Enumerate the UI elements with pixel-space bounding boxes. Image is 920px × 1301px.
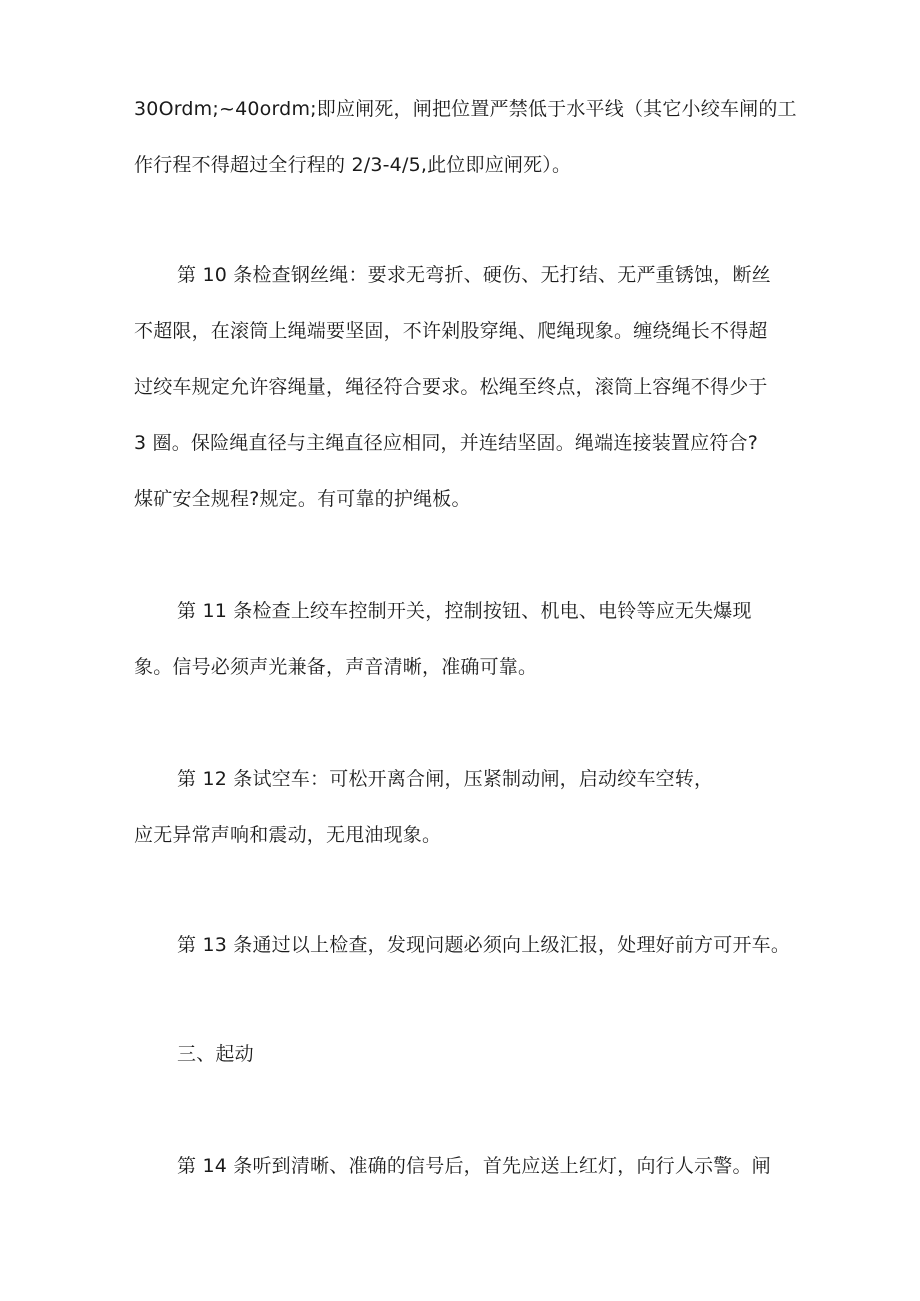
- text-line-7: 煤矿安全规程?规定。有可靠的护绳板。: [134, 488, 471, 510]
- text-line-9: 象。信号必须声光兼备，声音清晰，准确可靠。: [134, 656, 538, 678]
- text-line-3: 第 10 条检查钢丝绳：要求无弯折、硬伤、无打结、无严重锈蚀，断丝: [177, 264, 771, 286]
- text-line-12: 第 13 条通过以上检查，发现问题必须向上级汇报，处理好前方可开车。: [177, 934, 791, 956]
- text-line-8: 第 11 条检查上绞车控制开关，控制按钮、机电、电铃等应无失爆现: [177, 600, 752, 622]
- text-line-2: 作行程不得超过全行程的 2/3-4/5,此位即应闸死）。: [134, 154, 572, 176]
- text-line-4: 不超限，在滚筒上绳端要坚固，不许剁股穿绳、爬绳现象。缠绕绳长不得超: [134, 320, 768, 342]
- text-line-5: 过绞车规定允许容绳量，绳径符合要求。松绳至终点，滚筒上容绳不得少于: [134, 376, 768, 398]
- text-line-6: 3 圈。保险绳直径与主绳直径应相同，并连结坚固。绳端连接装置应符合?: [134, 432, 759, 454]
- text-line-14: 第 14 条听到清晰、准确的信号后，首先应送上红灯，向行人示警。闸: [177, 1155, 771, 1177]
- text-line-1: 30Ordm;~40ordm;即应闸死，闸把位置严禁低于水平线（其它小绞车闸的工: [134, 98, 797, 120]
- text-line-11: 应无异常声响和震动，无甩油现象。: [134, 824, 442, 846]
- section-heading: 三、起动: [177, 1043, 254, 1065]
- text-line-10: 第 12 条试空车：可松开离合闸，压紧制动闸，启动绞车空转，: [177, 768, 714, 790]
